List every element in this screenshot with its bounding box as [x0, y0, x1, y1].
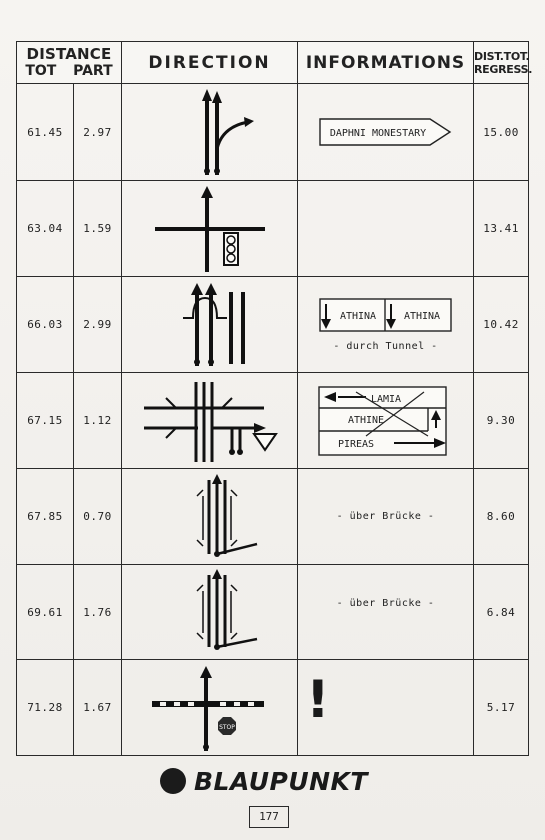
info-cell [298, 373, 474, 469]
regress-cell [474, 565, 529, 660]
tot-cell [17, 660, 74, 756]
sign-right-text: ATHINA [403, 311, 441, 322]
tunnel-note: - durch Tunnel - [333, 341, 438, 352]
part-cell [74, 277, 122, 373]
tot-cell [17, 565, 74, 660]
bridge-diagram [145, 472, 275, 562]
tot-cell [17, 469, 74, 565]
sign-left-text: ATHINA [339, 311, 377, 322]
tot-cell [17, 181, 74, 277]
fork-right-diagram [150, 87, 270, 177]
part-label: PART [73, 63, 113, 79]
distance-label: DISTANCE [26, 45, 112, 63]
info-cell [298, 84, 474, 181]
roadbook-table [16, 41, 533, 756]
bridge-diagram [145, 567, 275, 657]
info-cell [298, 565, 474, 660]
part-cell [74, 373, 122, 469]
part-value: 1.76 [83, 605, 112, 619]
table-row [17, 469, 529, 565]
regress-label: REGRESS. [474, 62, 533, 76]
part-value: 1.12 [83, 414, 112, 427]
traffic-light-icon [224, 233, 238, 265]
part-cell [74, 660, 122, 756]
table-row [17, 565, 529, 660]
logo-dot-icon [160, 768, 186, 794]
table-row [17, 181, 529, 277]
stop-sign-text: STOP [218, 723, 235, 731]
regress-value: 6.84 [486, 605, 516, 619]
brand-name: BLAUPUNKT [194, 766, 368, 796]
direction-header: DIRECTION [122, 42, 298, 84]
tunnel-lanes-diagram [145, 280, 275, 370]
header-row [17, 42, 529, 84]
brand-logo [160, 764, 400, 798]
part-value: 2.97 [83, 125, 112, 139]
dist-tot-header [474, 42, 533, 84]
tot-value: 67.15 [27, 414, 63, 427]
sign-lamia-text: LAMIA [370, 393, 401, 405]
table-row [17, 373, 529, 469]
part-cell [74, 469, 122, 565]
tot-label: TOT [25, 63, 57, 79]
sign-pireas-text: PIREAS [337, 438, 374, 450]
tot-cell [17, 84, 74, 181]
table-row [17, 277, 529, 373]
regress-cell [474, 84, 529, 181]
part-value: 0.70 [83, 510, 112, 523]
regress-cell [474, 469, 529, 565]
regress-cell [474, 373, 529, 469]
distance-header [17, 42, 122, 84]
info-cell [298, 181, 474, 277]
part-cell [74, 84, 122, 181]
direction-cell [122, 660, 298, 756]
direction-cell [122, 84, 298, 181]
info-cell [298, 469, 474, 565]
regress-value: 13.41 [483, 222, 519, 235]
regress-cell [474, 277, 529, 373]
sign-text: DAPHNI MONESTARY [329, 128, 427, 139]
direction-cell [122, 181, 298, 277]
page-number: 177 [249, 806, 289, 828]
bridge-note: - über Brücke - [336, 511, 435, 522]
tot-cell [17, 373, 74, 469]
regress-cell [474, 660, 529, 756]
part-value: 2.99 [83, 318, 112, 331]
regress-value: 9.30 [486, 414, 516, 427]
warning-icon: ! [306, 670, 330, 730]
tot-cell [17, 277, 74, 373]
part-value: 1.67 [83, 701, 112, 714]
dist-tot-label: DIST.TOT. [474, 49, 530, 63]
regress-value: 8.60 [486, 510, 516, 523]
athina-sign [318, 297, 453, 333]
direction-cell [122, 277, 298, 373]
tot-value: 69.61 [27, 605, 63, 619]
table-row [17, 84, 529, 181]
rail-crossing-stop-diagram [140, 663, 280, 753]
info-cell [298, 277, 474, 373]
informations-header: INFORMATIONS [298, 42, 474, 84]
part-cell [74, 565, 122, 660]
regress-value: 5.17 [486, 701, 516, 714]
direction-cell [122, 469, 298, 565]
yield-sign-icon [254, 434, 276, 450]
part-value: 1.59 [83, 222, 112, 235]
tot-value: 71.28 [27, 701, 63, 714]
tot-value: 66.03 [27, 318, 63, 331]
direction-sign [318, 117, 453, 147]
part-cell [74, 181, 122, 277]
regress-value: 10.42 [483, 318, 519, 331]
direction-cell [122, 373, 298, 469]
tot-value: 61.45 [27, 125, 63, 139]
bridge-note: - über Brücke - [336, 598, 435, 609]
crossing-traffic-light-diagram [145, 184, 275, 274]
info-cell [298, 660, 474, 756]
direction-cell [122, 565, 298, 660]
regress-cell [474, 181, 529, 277]
sign-athine-text: ATHINE [347, 414, 384, 426]
tot-value: 63.04 [27, 222, 63, 235]
tot-value: 67.85 [27, 510, 63, 523]
regress-value: 15.00 [483, 125, 519, 139]
table-row [17, 660, 529, 756]
lamia-athine-pireas-sign [316, 384, 456, 458]
interchange-diagram [140, 376, 280, 466]
